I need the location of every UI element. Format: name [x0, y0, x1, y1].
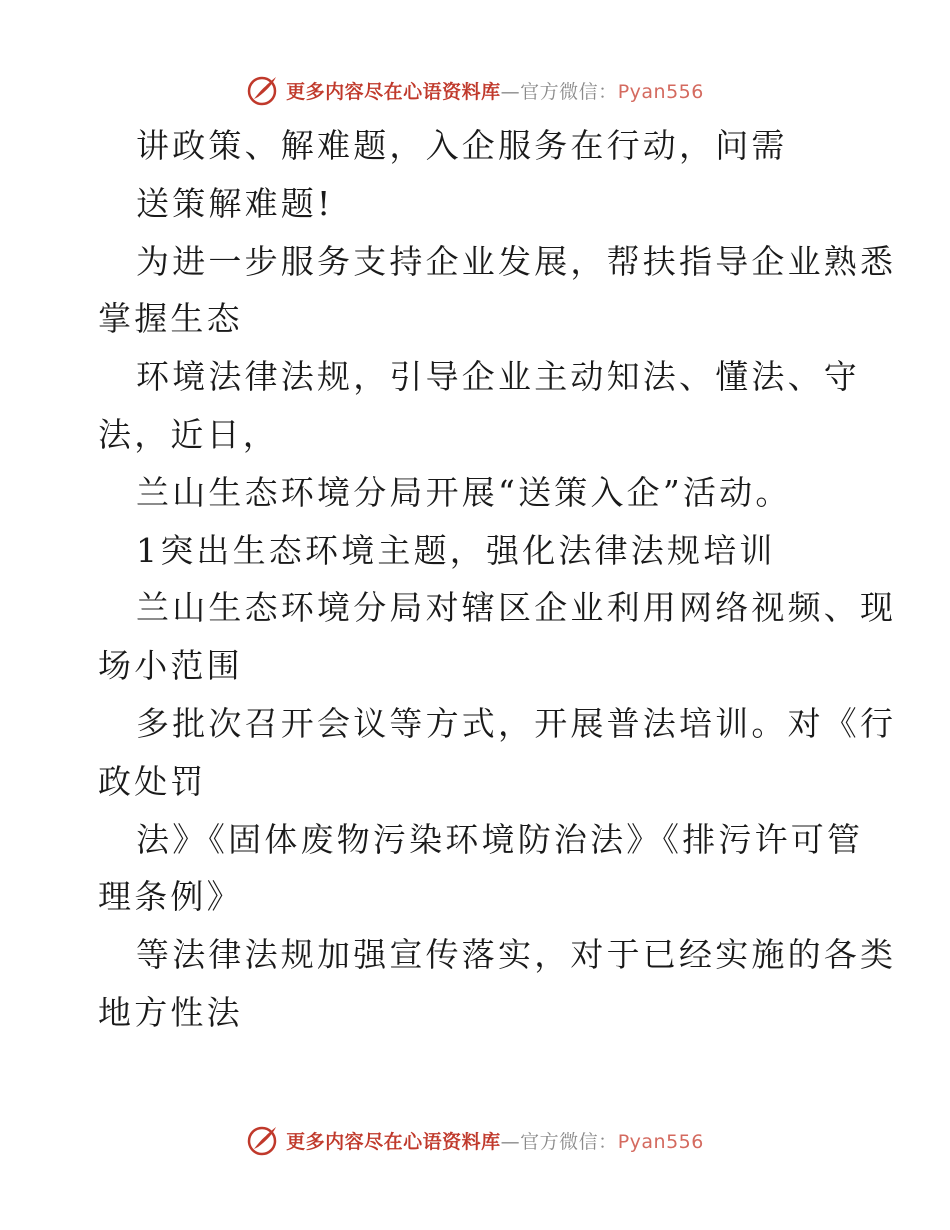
watermark-wechat-id: Pyan556 — [617, 80, 704, 103]
paragraph-line: 送策解难题! — [136, 183, 334, 223]
paragraph-line: 为进一步服务支持企业发展，帮扶指导企业熟悉 — [136, 241, 897, 281]
paragraph-line: 政处罚 — [98, 761, 207, 801]
paragraph-line: 等法律法规加强宣传落实，对于已经实施的各类 — [136, 935, 897, 975]
paragraph-line: 讲政策、解难题，入企服务在行动，问需 — [136, 126, 788, 165]
document-body — [98, 117, 897, 1042]
watermark-dash: — — [500, 80, 521, 103]
paragraph-line: 兰山生态环境分局对辖区企业利用网络视频、现 — [136, 588, 897, 628]
paragraph-line: 法》《固体废物污染环境防治法》《排污许可管 — [136, 819, 864, 859]
paragraph-line: 环境法律法规，引导企业主动知法、懂法、守 — [136, 357, 860, 397]
watermark-brand: 更多内容尽在心语资料库 — [286, 1130, 501, 1153]
watermark-text — [286, 77, 704, 104]
paragraph-line: 场小范围 — [98, 646, 243, 686]
quill-logo-icon — [246, 1123, 280, 1157]
watermark-dash: — — [500, 1130, 521, 1153]
paragraph-line: 法，近日， — [98, 414, 279, 454]
paragraph-line: 地方性法 — [98, 992, 243, 1032]
watermark-wechat-label: 官方微信： — [520, 80, 618, 103]
paragraph-line: 理条例》 — [98, 877, 243, 917]
watermark-wechat-id: Pyan556 — [617, 1130, 704, 1153]
paragraph-line: 掌握生态 — [98, 299, 243, 339]
header-watermark — [0, 70, 950, 110]
quill-logo-icon — [246, 73, 280, 107]
watermark-text — [286, 1127, 704, 1154]
footer-watermark — [0, 1120, 950, 1160]
paragraph-line: 1突出生态环境主题，强化法律法规培训 — [136, 530, 776, 570]
watermark-wechat-label: 官方微信： — [520, 1130, 618, 1153]
watermark-brand: 更多内容尽在心语资料库 — [286, 80, 501, 103]
paragraph-line: 兰山生态环境分局开展“送策入企”活动。 — [136, 472, 792, 512]
paragraph-line: 多批次召开会议等方式，开展普法培训。对《行 — [136, 703, 897, 743]
